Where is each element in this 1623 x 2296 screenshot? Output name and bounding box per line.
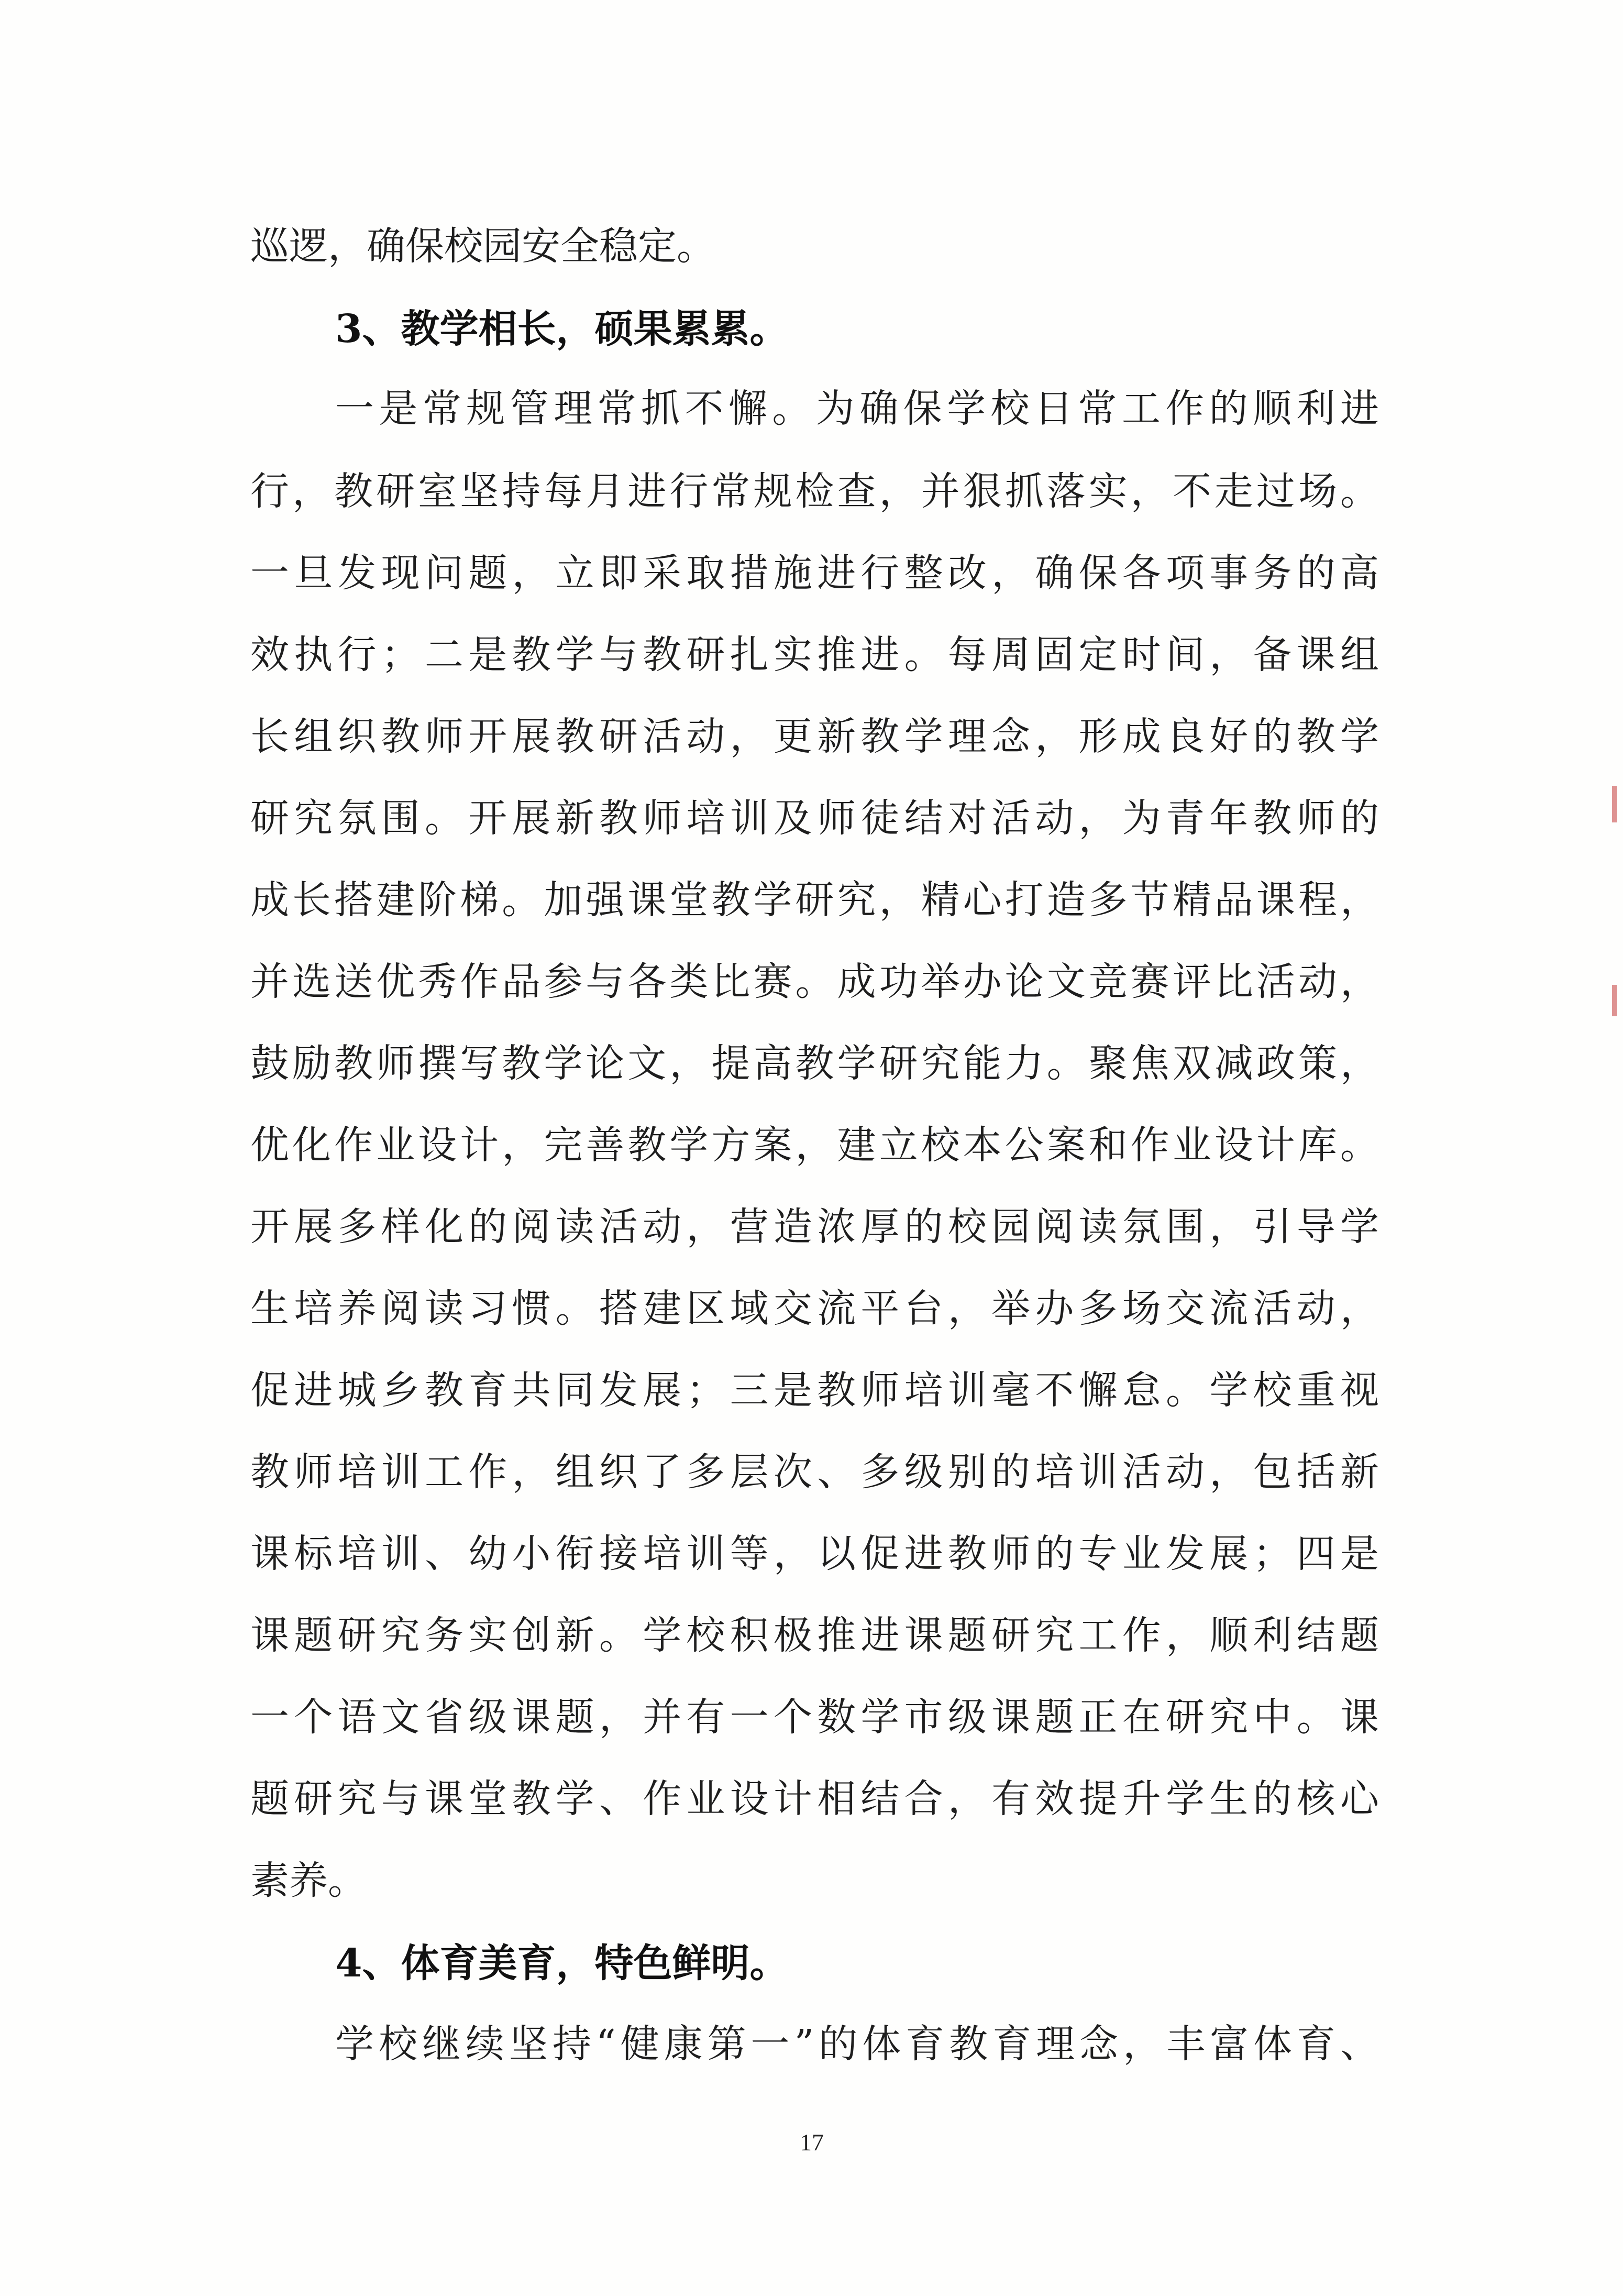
scan-edge-mark (1612, 985, 1617, 1016)
text-line: 课题研究务实创新。学校积极推进课题研究工作，顺利结题 (250, 1613, 1379, 1658)
text-line: 长组织教师开展教研活动，更新教学理念，形成良好的教学 (250, 714, 1379, 759)
scan-edge-mark (1612, 786, 1617, 822)
paragraph-first-line: 学校继续坚持“健康第一”的体育教育理念，丰富体育、 (335, 2022, 1379, 2067)
section-heading: 3、教学相长，硕果累累。 (335, 306, 789, 351)
text-line: 一个语文省级课题，并有一个数学市级课题正在研究中。课 (250, 1695, 1379, 1740)
text-line: 巡逻，确保校园安全稳定。 (250, 224, 715, 269)
text-line: 成长搭建阶梯。加强课堂教学研究，精心打造多节精品课程， (250, 877, 1379, 922)
section-heading: 4、体育美育，特色鲜明。 (335, 1941, 789, 1986)
text-line: 一旦发现问题，立即采取措施进行整改，确保各项事务的高 (250, 551, 1379, 596)
text-line: 生培养阅读习惯。搭建区域交流平台，举办多场交流活动， (250, 1286, 1379, 1331)
text-line: 促进城乡教育共同发展；三是教师培训毫不懈怠。学校重视 (250, 1368, 1379, 1413)
text-line: 行，教研室坚持每月进行常规检查，并狠抓落实，不走过场。 (250, 469, 1379, 514)
paragraph-first-line: 一是常规管理常抓不懈。为确保学校日常工作的顺利进 (335, 386, 1379, 431)
text-line: 优化作业设计，完善教学方案，建立校本公案和作业设计库。 (250, 1123, 1379, 1168)
text-line: 开展多样化的阅读活动，营造浓厚的校园阅读氛围，引导学 (250, 1204, 1379, 1249)
text-line: 鼓励教师撰写教学论文，提高教学研究能力。聚焦双减政策， (250, 1041, 1379, 1086)
text-line: 并选送优秀作品参与各类比赛。成功举办论文竞赛评比活动， (250, 959, 1379, 1004)
text-line: 研究氛围。开展新教师培训及师徒结对活动，为青年教师的 (250, 796, 1379, 841)
page-number: 17 (800, 2129, 824, 2156)
paragraph-last-line: 素养。 (250, 1858, 367, 1903)
text-line: 题研究与课堂教学、作业设计相结合，有效提升学生的核心 (250, 1776, 1379, 1821)
text-line: 教师培训工作，组织了多层次、多级别的培训活动，包括新 (250, 1449, 1379, 1495)
text-line: 效执行；二是教学与教研扎实推进。每周固定时间，备课组 (250, 632, 1379, 677)
text-line: 课标培训、幼小衔接培训等，以促进教师的专业发展；四是 (250, 1531, 1379, 1576)
